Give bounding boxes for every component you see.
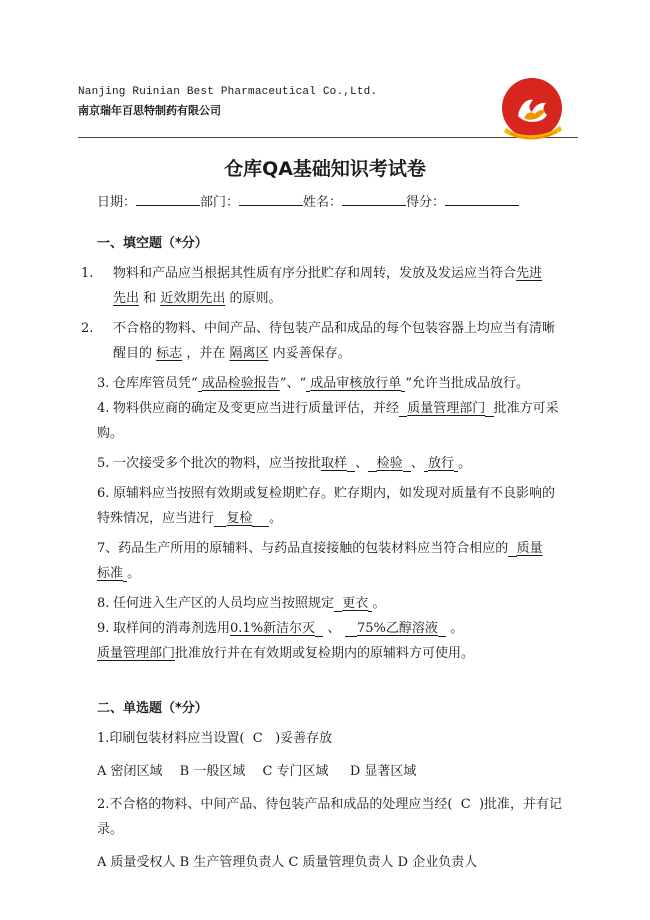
name-label: 姓名：: [303, 195, 343, 210]
question-2: 2. 不合格的物料、中间产品、待包装产品和成品的每个包装容器上均应当有清晰醒目的 标志 ，并在 隔离区 内妥善保存。: [81, 321, 556, 361]
answer: 质量管理部门: [407, 401, 486, 416]
info-line: [97, 191, 519, 210]
question-4: 4. 物料供应商的确定及变更应当进行质量评估，并经 质量管理部门 批准方可采购。: [97, 401, 559, 441]
answer: 更衣: [342, 596, 369, 611]
question-7: 7、药品生产所用的原辅料、与药品直接接触的包装材料应当符合相应的 质量 标准 。: [97, 541, 543, 581]
answer: 成品审核放行单: [310, 376, 402, 391]
section1-heading: 一、填空题（*分）: [97, 236, 208, 251]
answer: 0.1%新洁尔灭: [230, 621, 316, 636]
answer: 取样: [321, 456, 348, 471]
answer: 复检: [226, 511, 253, 526]
question-8: 8. 任何进入生产区的人员均应当按照规定 更衣 。: [97, 596, 386, 611]
mc-options-1: A 密闭区域 B 一般区域 C 专门区域 D 显著区域: [97, 764, 417, 779]
answer: 75%乙醇溶液: [357, 621, 438, 636]
mc-answer: C: [252, 731, 263, 746]
answer: 标志: [156, 346, 183, 361]
answer: 质量管理部门: [97, 646, 176, 661]
date-blank: [136, 193, 200, 206]
company-name-cn: 南京瑞年百思特制药有限公司: [78, 104, 221, 117]
dept-blank: [239, 193, 303, 206]
question-9: 9. 取样间的消毒剂选用0.1%新洁尔灭 、 75%乙醇溶液 。: [97, 621, 464, 636]
answer: 先进: [516, 266, 543, 281]
company-name-en: Nanjing Ruinian Best Pharmaceutical Co.,Ltd.: [78, 86, 378, 98]
answer: 成品检验报告: [201, 376, 280, 391]
question-10: 质量管理部门批准放行并在有效期或复检期内的原辅料方可使用。: [97, 646, 475, 661]
answer: 质量: [516, 541, 543, 556]
date-label: 日期：: [97, 195, 137, 210]
mc-answer: C: [460, 797, 471, 812]
mc-options-2: A 质量受权人 B 生产管理负责人 C 质量管理负责人 D 企业负责人: [97, 855, 478, 870]
answer: 检验: [376, 456, 403, 471]
section2-heading: 二、单选题（*分）: [97, 701, 208, 716]
question-1: 1. 物料和产品应当根据其性质有序分批贮存和周转，发放及发运应当符合先进 先出 和 近效期先出 的原则。: [81, 266, 543, 306]
question-5: 5. 一次接受多个批次的物料，应当按批取样 、 检验 、 放行 。: [97, 456, 472, 471]
answer: 隔离区: [229, 346, 269, 361]
exam-content: [81, 231, 567, 883]
answer: 近效期先出: [160, 291, 226, 306]
mc-question-2: 2.不合格的物料、中间产品、待包装产品和成品的处理应当经( C )批准，并有记录。: [97, 797, 563, 837]
score-blank: [445, 193, 519, 206]
question-6: 6. 原辅料应当按照有效期或复检期贮存。贮存期内，如发现对质量有不良影响的特殊情况，应当进行 复检 。: [97, 486, 556, 526]
question-3: 3. 仓库库管员凭“ 成品检验报告”、“ 成品审核放行单 ”允许当批成品放行。: [97, 376, 530, 391]
dept-label: 部门：: [200, 195, 240, 210]
mc-question-1: 1.印刷包装材料应当设置( C )妥善存放: [97, 731, 333, 746]
score-label: 得分：: [406, 195, 446, 210]
answer: 放行: [428, 456, 455, 471]
name-blank: [342, 193, 406, 206]
flame-logo-icon: [500, 78, 564, 142]
page-title: 仓库QA基础知识考试卷: [224, 158, 426, 180]
